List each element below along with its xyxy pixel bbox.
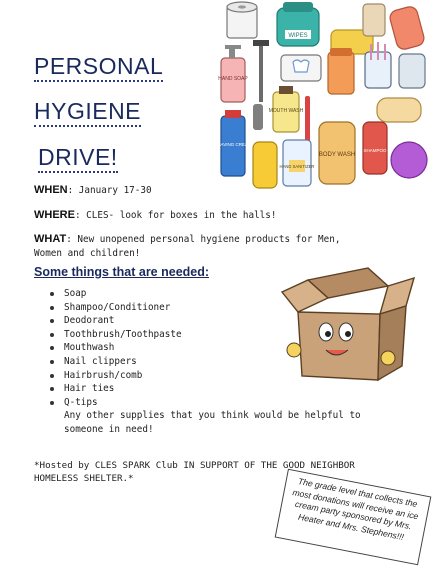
toilet-paper-icon — [227, 2, 257, 38]
hand-sanitizer-icon — [280, 140, 315, 186]
list-item: Hair ties — [50, 382, 384, 396]
sponge-icon — [377, 98, 421, 122]
cardboard-box-mascot — [268, 262, 418, 392]
when-label: WHEN — [34, 184, 68, 196]
where-field — [34, 208, 276, 223]
lotion-bottle-yellow-icon — [253, 142, 277, 188]
body-wash-label: BODY WASH — [318, 152, 356, 158]
list-item: Hairbrush/comb — [50, 369, 384, 383]
jar-icon — [399, 54, 425, 88]
needed-heading: Some things that are needed: — [34, 265, 210, 279]
what-field — [34, 232, 374, 261]
shampoo-label: SHAMPOO — [363, 148, 387, 153]
shaving-cream-icon — [214, 110, 252, 176]
mouth-wash-label: MOUTH WASH — [268, 108, 304, 114]
loofah-icon — [391, 142, 427, 178]
razor-icon — [253, 40, 269, 102]
when-value: : January 17-30 — [67, 185, 152, 196]
title-line-2: HYGIENE — [34, 98, 141, 127]
prize-note-card: The grade level that collects the most donations will receive an ice cream party sponsored by Mrs. Heater and Mrs. Stephens!!! — [275, 469, 432, 566]
what-label: WHAT — [34, 233, 67, 245]
toothpaste-icon — [281, 55, 321, 81]
nail-clipper-icon — [253, 104, 263, 130]
list-item: Toothbrush/Toothpaste — [50, 328, 384, 342]
list-item: Nail clippers — [50, 355, 384, 369]
shampoo-icon — [363, 122, 387, 174]
list-item: Deodorant — [50, 314, 384, 328]
where-value: : CLES- look for boxes in the halls! — [74, 210, 277, 221]
hygiene-products-illustration — [213, 0, 433, 200]
body-wash-icon — [319, 122, 355, 184]
when-field — [34, 183, 152, 198]
where-label: WHERE — [34, 209, 75, 221]
what-value: : New unopened personal hygiene products for Men, Women and children! — [34, 234, 341, 259]
title-line-1: PERSONAL — [34, 53, 163, 82]
hand-soap-label: HAND SOAP — [218, 76, 248, 82]
wipes-icon — [277, 2, 319, 46]
items-note: Any other supplies that you think would be helpful to someone in need! — [64, 410, 361, 435]
shaving-cream-label: SHAVING CREAM — [214, 142, 252, 147]
lotion-bottle-icon — [363, 4, 385, 36]
hosted-by-note: *Hosted by CLES SPARK Club IN SUPPORT OF THE GOOD NEIGHBOR HOMELESS SHELTER.* — [34, 460, 355, 484]
hand-soap-icon — [218, 45, 248, 102]
title-line-3: DRIVE! — [38, 144, 118, 173]
deodorant-icon — [328, 48, 354, 94]
list-item: Mouthwash — [50, 341, 384, 355]
list-item: Q-tips — [50, 396, 384, 410]
list-item: Soap — [50, 287, 384, 301]
mouthwash-icon — [269, 86, 304, 132]
wipes-label: WIPES — [288, 33, 308, 39]
list-item: Shampoo/Conditioner — [50, 301, 384, 315]
hand-sanitizer-label: HAND SANITIZER — [279, 164, 315, 169]
towel-roll-icon — [388, 5, 425, 51]
toothbrush-icon — [305, 96, 310, 146]
